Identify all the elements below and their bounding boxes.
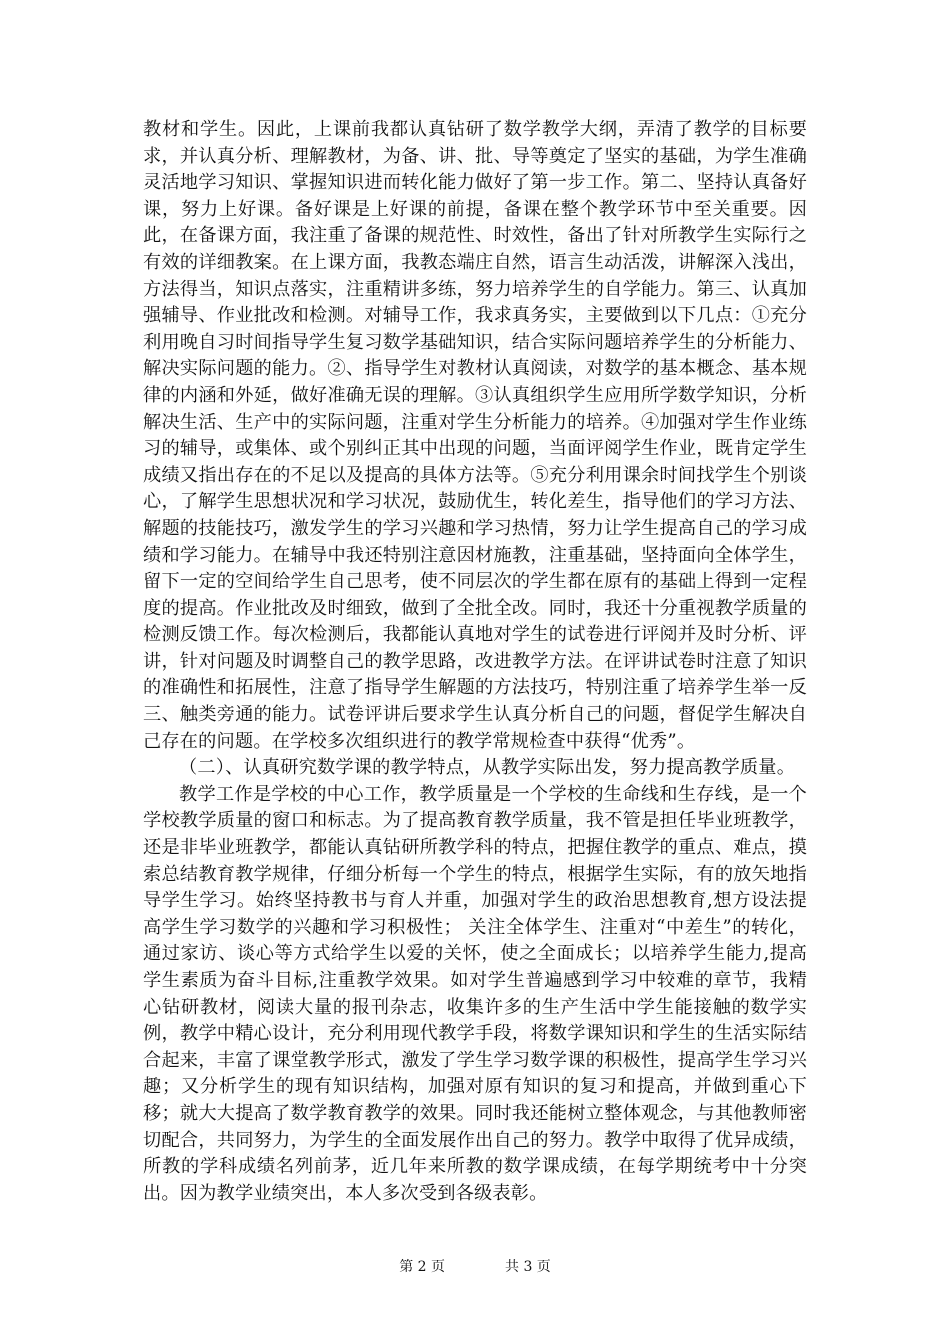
paragraph: 教学工作是学校的中心工作，教学质量是一个学校的生命线和生存线，是一个学校教学质量的窗口和标志。为了提高教育教学质量，我不管是担任毕业班教学，还是非毕业班教学，都能认真钻研所教学科的特点，把握住教学的重点、难点，摸索总结教育教学规律，仔细分析每一个学生的特点，根据学生实际，有的放矢地指导学生学习。始终坚持教书与育人并重，加强对学生的政治思想教育,想方设法提高学生学习数学的兴趣和学习积极性； 关注全体学生、注重对“中差生”的转化，通过家访、谈心等方式给学生以爱的关怀，使之全面成长；以培养学生能力,提高学生素质为奋斗目标,注重教学效果。如对学生普遍感到学习中较难的章节，我精心钻研教材，阅读大量的报刊杂志，收集许多的生产生活中学生能接触的数学实例，教学中精心设计，充分利用现代教学手段，将数学课知识和学生的生活实际结合起来，丰富了课堂教学形式，激发了学生学习数学课的积极性，提高学生学习兴趣；又分析学生的现有知识结构，加强对原有知识的复习和提高，并做到重心下移；就大大提高了数学教育教学的效果。同时我还能树立整体观念，与其他教师密切配合，共同努力，为学生的全面发展作出自己的努力。教学中取得了优异成绩，所教的学科成绩名列前茅，近几年来所教的数学课成绩，在每学期统考中十分突出。因为教学业绩突出，本人多次受到各级表彰。: [143, 783, 807, 1204]
document-body: [143, 117, 807, 1207]
page-number: 第 2 页: [399, 1259, 445, 1275]
section-heading: （二）、认真研究数学课的教学特点，从教学实际出发，努力提高教学质量。: [179, 757, 796, 779]
page-total: 共 3 页: [505, 1259, 551, 1275]
paragraph-continued: 教材和学生。因此，上课前我都认真钻研了数学教学大纲，弄清了教学的目标要求，并认真分析、理解教材，为备、讲、批、导等奠定了坚实的基础，为学生准确灵活地学习知识、掌握知识进而转化能力做好了第一步工作。第二、坚持认真备好课，努力上好课。备好课是上好课的前提，备课在整个教学环节中至关重要。因此，在备课方面，我注重了备课的规范性、时效性，备出了针对所教学生实际行之有效的详细教案。在上课方面，我教态端庄自然，语言生动活泼，讲解深入浅出，方法得当，知识点落实，注重精讲多练，努力培养学生的自学能力。第三、认真加强辅导、作业批改和检测。对辅导工作，我求真务实，主要做到以下几点：①充分利用晚自习时间指导学生复习数学基础知识，结合实际问题培养学生的分析能力、解决实际问题的能力。②、指导学生对教材认真阅读，对数学的基本概念、基本规律的内涵和外延，做好准确无误的理解。③认真组织学生应用所学数学知识，分析解决生活、生产中的实际问题，注重对学生分析能力的培养。④加强对学生作业练习的辅导，或集体、或个别纠正其中出现的问题，当面评阅学生作业，既肯定学生成绩又指出存在的不足以及提高的具体方法等。⑤充分利用课余时间找学生个别谈心，了解学生思想状况和学习状况，鼓励优生，转化差生，指导他们的学习方法、解题的技能技巧，激发学生的学习兴趣和学习热情，努力让学生提高自己的学习成绩和学习能力。在辅导中我还特别注意因材施教，注重基础，坚持面向全体学生，留下一定的空间给学生自己思考，使不同层次的学生都在原有的基础上得到一定程度的提高。作业批改及时细致，做到了全批全改。同时，我还十分重视教学质量的检测反馈工作。每次检测后，我都能认真地对学生的试卷进行评阅并及时分析、评讲，针对问题及时调整自己的教学思路，改进教学方法。在评讲试卷时注意了知识的准确性和拓展性，注意了指导学生解题的方法技巧，特别注重了培养学生举一反三、触类旁通的能力。试卷评讲后要求学生认真分析自己的问题，督促学生解决自己存在的问题。在学校多次组织进行的教学常规检查中获得“优秀”。: [143, 119, 807, 752]
page-footer: [0, 1256, 950, 1276]
